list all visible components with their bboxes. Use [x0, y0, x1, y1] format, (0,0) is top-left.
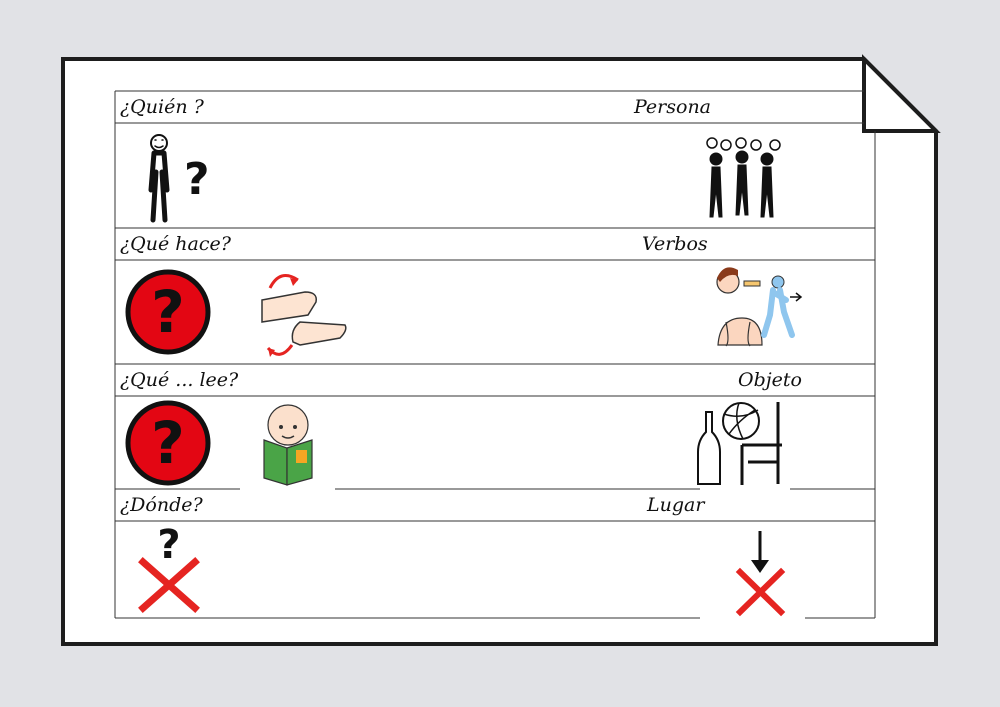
category-label-person: Persona — [634, 96, 712, 118]
red-question-circle-icon-2 — [128, 403, 208, 483]
baby-reading-book-icon — [264, 405, 312, 485]
category-label-verbs: Verbos — [642, 233, 708, 255]
category-label-object: Objeto — [738, 369, 802, 391]
svg-text:?: ? — [157, 522, 181, 568]
paper-sheet — [63, 59, 936, 644]
question-label-what-reads: ¿Qué ... lee? — [120, 369, 239, 391]
category-label-place: Lugar — [647, 494, 705, 516]
svg-text:?: ? — [151, 278, 185, 346]
question-label-what-does: ¿Qué hace? — [120, 233, 231, 255]
question-mark-icon: ? — [184, 154, 210, 205]
question-label-where: ¿Dónde? — [120, 494, 203, 516]
red-question-circle-icon — [128, 272, 208, 352]
question-label-who: ¿Quién ? — [120, 96, 204, 118]
svg-text:?: ? — [151, 409, 185, 477]
folded-corner — [864, 59, 936, 131]
